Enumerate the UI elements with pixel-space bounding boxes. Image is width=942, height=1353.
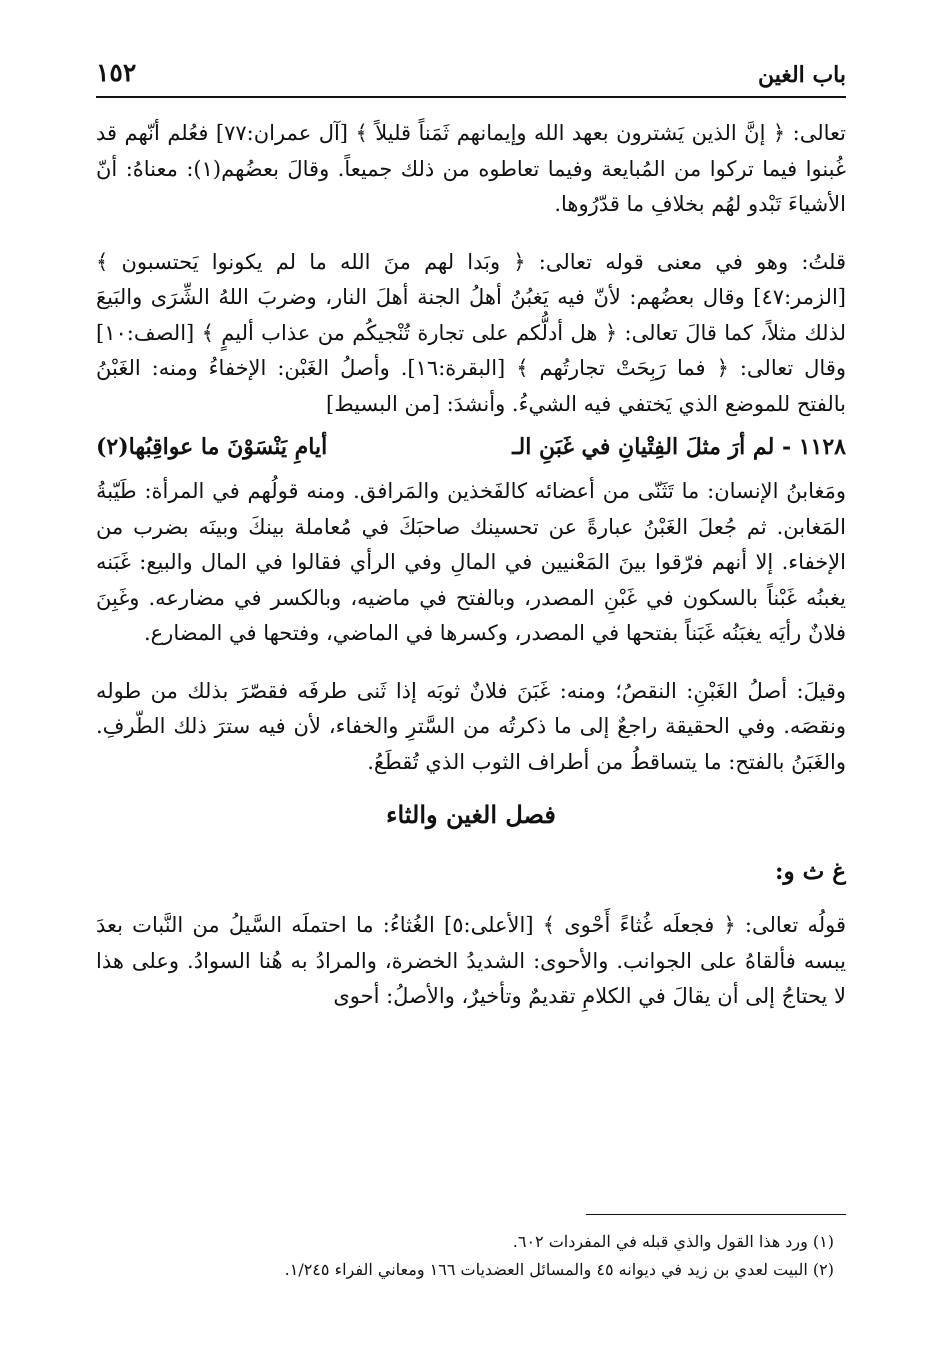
footnotes xyxy=(200,1228,834,1284)
entry-root: غ ث و: xyxy=(775,858,846,885)
poetry-verse xyxy=(96,426,846,468)
page-header xyxy=(96,58,846,94)
footnote: (١) ورد هذا القول والذي قبله في المفردات ٦٠٢. xyxy=(512,1232,834,1251)
footnote: (٢) البيت لعدي بن زيد في ديوانه ٤٥ والمسائل العضديات ١٦٦ ومعاني الفراء ١/٢٤٥. xyxy=(284,1260,834,1279)
paragraph: وقيلَ: أصلُ الغَبْنِ: النقصُ؛ ومنه: غَبَنَ فلانٌ ثوبَه إذا ثَنى طرفَه فقصّرَ بذلك من طوله ونقصَه. وفي الحقيقة راجعٌ إلى ما ذكرتُه من السَّترِ والخفاء، لأن فيه سترَ ذلك الطّرفِ. والغَبَنُ بالفتح: ما يتساقطُ من أطراف الثوب الذي تُقطَعُ. xyxy=(96,678,846,774)
paragraph: قولُه تعالى: ﴿ فجعلَه غُثاءً أَحْوى ﴾ [الأعلى:٥] الغُثاءُ: ما احتملَه السَّيلُ من النَّبات بعدَ يبسه فألقاهُ على الجوانب. والأحوى: الشديدُ الخضرة، والمرادُ به هُنا السوادُ. وعلى هذا لا يحتاجُ إلى أن يقالَ في الكلامِ تقديمٌ وتأخيرٌ، والأصلُ: أحوى xyxy=(96,913,846,1008)
verse-first-half: ١١٢٨ - لم أرَ مثلَ الفِتْيانِ في غَبَنِ الـ xyxy=(512,434,846,460)
verse-second-half: أيامِ يَنْسَوْنَ ما عواقِبُها(٢) xyxy=(96,434,328,460)
page-number: ١٥٢ xyxy=(96,58,137,87)
page-body xyxy=(96,116,846,1015)
paragraph: قلتُ: وهو في معنى قوله تعالى: ﴿ وبَدا لهم منَ الله ما لم يكونوا يَحتسبون ﴾ [الزمر:٤٧] وقال بعضُهم: لأنّ فيه يَغبُنُ أهلُ الجنة أهلَ النار، وضربَ اللهُ الشِّرَى والبَيعَ لذلك مثلاً، كما قالَ تعالى: ﴿ هل أدلُّكم على تجارة تُنْجيكُم من عذاب أليمٍ ﴾ [الصف:١٠] وقال تعالى: ﴿ فما رَبِحَتْ تجارتُهم ﴾ [البقرة:١٦]. وأصلُ الغَبْن: الإخفاءُ ومنه: الغَبْنُ بالفتح للموضع الذي يَختفي فيه الشيءُ. وأنشدَ: [من البسيط] xyxy=(96,249,846,416)
header-divider xyxy=(96,96,846,98)
chapter-title: باب الغين xyxy=(757,62,846,88)
footnote-divider xyxy=(586,1214,846,1215)
paragraph: تعالى: ﴿ إنَّ الذين يَشترون بعهد الله وإيمانهم ثَمَناً قليلاً ﴾ [آل عمران:٧٧] فعُلم أنّهم قد غُبنوا فيما تركوا من المُبايعة وفيما تعاطوه من ذلك جميعاً. وقالَ بعضُهم(١): معناهُ: أنّ الأشياءَ تَبْدو لهُم بخلافِ ما قدّرُوها. xyxy=(96,121,846,216)
section-title: فصل الغين والثاء xyxy=(386,800,556,829)
verse-number: ١١٢٨ xyxy=(798,434,846,460)
paragraph: ومَغابنُ الإنسان: ما تَثَنّى من أعضائه كالفَخذين والمَرافق. ومنه قولُهم في المرأة: طَيّبةُ المَغابن. ثم جُعلَ الغَبْنُ عبارةً عن تحسينك صاحبَكَ في مُعاملة بينكَ وبينَه بضرب من الإخفاء. إلا أنهم فرّقوا بينَ المَعْنيين في المالِ وفي الرأي فقالوا في المال والبيع: غَبَنه يغبنُه غَبْناً بالسكون في غَبْنِ المصدر، وبالفتح في ماضيه، وبالكسر في مضارعه. وغَبِنَ فلانٌ رأيَه يغبَنُه غَبَناً بفتحها في المصدر، وكسرها في الماضي، وفتحها في المضارع. xyxy=(96,479,846,645)
